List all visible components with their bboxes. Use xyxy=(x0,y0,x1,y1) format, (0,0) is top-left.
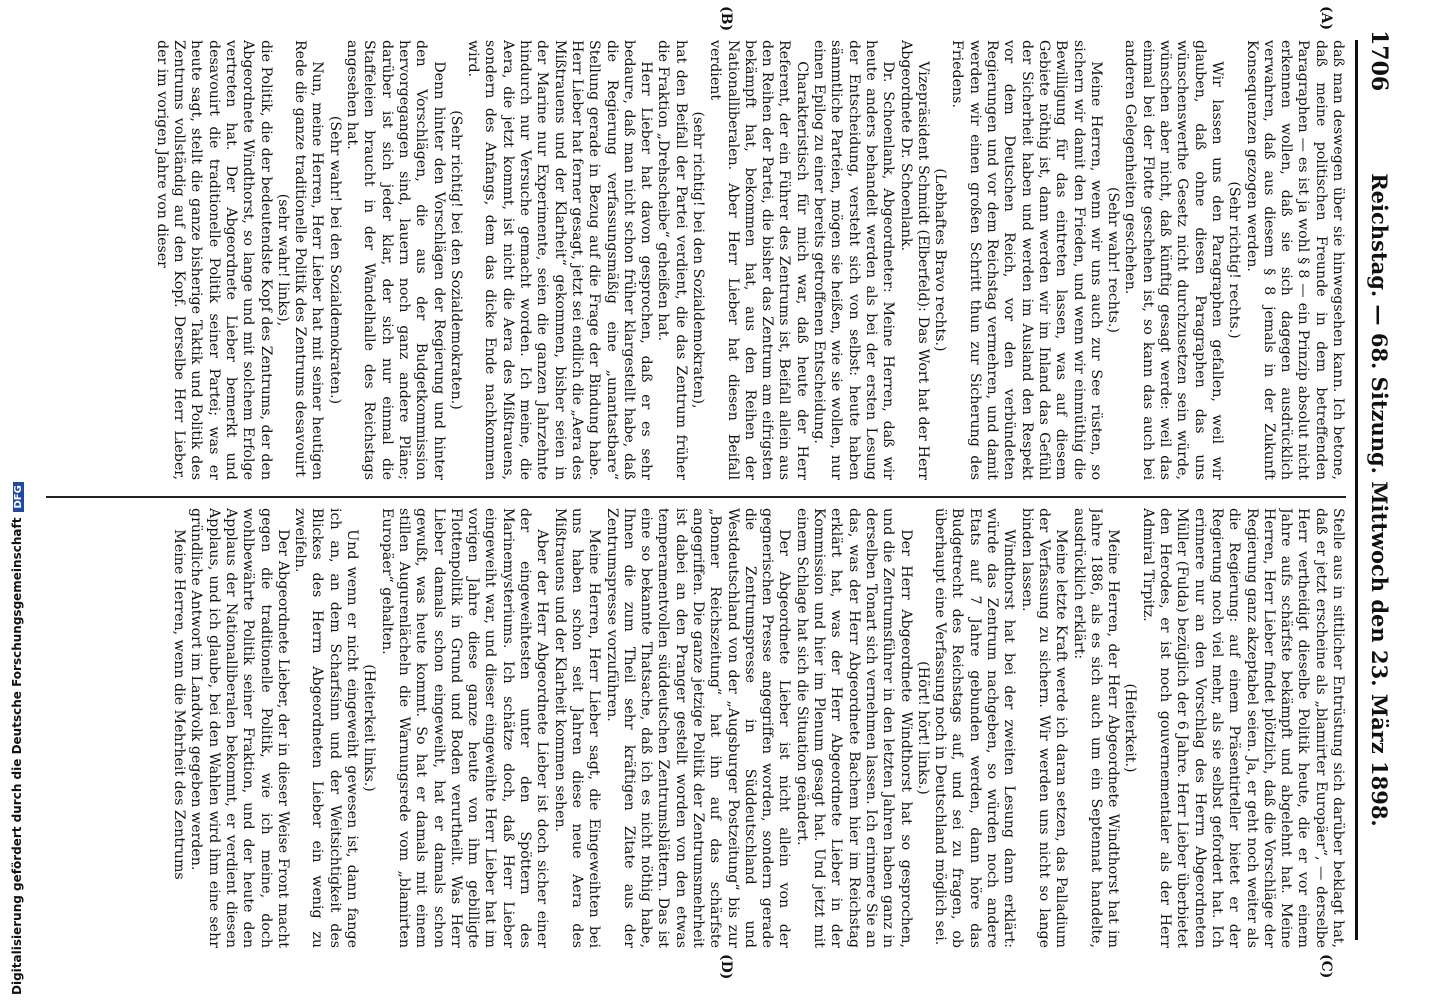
interjection: (sehr richtig! bei den Sozialdemokraten), xyxy=(690,111,707,409)
left-column xyxy=(46,40,1346,480)
paragraph: Nun, meine Herren, Herr Lieber hat mit seiner heutigen Rede die ganze traditionelle Politik des Zentrums desavouirt xyxy=(292,40,326,480)
column-divider xyxy=(46,496,1346,498)
paragraph: Dr. Schoenlank, Abgeordneter: Meine Herren, daß wir heute anders behandelt werden als bei der ersten Lesung der Entscheidung, versteht sich von selbst: heute haben sämmtliche Parteien, mögen sie heißen, wie sie wollen, nur einen Epilog zu einer bereits getroffenen Entscheidung. xyxy=(811,40,897,480)
interjection: (Hört! hört! links.) xyxy=(914,661,931,795)
paragraph: Meine Herren, Herr Lieber sagt, die Eingeweihten bei uns haben schon seit Jahren diese neue Aera des Mißtrauens und der Klarheit kommen sehen. xyxy=(551,508,603,948)
paragraph: Windthorst hat bei der zweiten Lesung dann erklärt: würde das Zentrum nachgeben, so würden noch andere Etats auf 7 Jahre gebunden werden, dann höre das Budgetrecht des Reichstags auf, und sei zu fragen, ob überhaupt eine Verfassung noch in Deutschland möglich sei. xyxy=(932,508,1018,948)
paragraph: Wir lassen uns den Paragraphen gefallen, weil wir glauben, daß ohne diesen Paragraphen das uns wünschenswerthe Gesetz nicht durchzusetzen sein würde, wünschen aber nicht, daß künftig gesagt werde: weil das einmal bei der Flotte geschehen ist, so kann das auch bei anderen Gelegenheiten geschehen. xyxy=(1122,40,1225,480)
paragraph: Meine Herren, wenn wir uns auch zur See rüsten, so sichern wir damit den Frieden, und wenn wir einmüthig die Bewilligung für das eintreten lassen, was auf diesem Gebiete nöthig ist, dann werden wir im Inland das Gefühl der Sicherheit haben und werden im Ausland den Respekt vor dem Deutschen Reich, vor den verbündeten Regierungen und vor dem Reichstag vermehren, und damit werden wir einen großen Schritt thun zur Sicherung des Friedens. xyxy=(949,40,1104,480)
page-number: 1706 xyxy=(1366,30,1392,92)
digitization-text: Digitalisierung gefördert durch die Deutsche Forschungsgemeinschaft xyxy=(10,517,24,995)
interjection: (Sehr richtig! rechts.) xyxy=(1226,181,1243,339)
paragraph: Denn hinter den Vorschlägen der Regierung und hinter den Vorschlägen, die aus der Budgetkommission hervorgegangen sind, lauern noch ganz andere Pläne; darüber ist sich jeder klar, der sich nur einmal die Staffeleien braucht in der Wandelhalle des Reichstags angesehen hat. xyxy=(344,40,447,480)
paragraph: Der Abgeordnete Lieber ist nicht allein von der gegnerischen Presse angegriffen worden, sondern gerade die Zentrumspresse in Süddeutschland und Westdeutschland von der „Augsburger Postzeitung“ bis zur „Bonner Reichszeitung“ hat ihn auf das schärfste angegriffen. Die ganze jetzige Politik der Zentrumsmehrheit ist dabei an den Pranger gestellt worden von den etwas temperamentvollen süddeutschen Zentrumsblättern. Das ist eine so bekannte Thatsache, daß ich es nicht nöthig habe, Ihnen die zum Theil sehr kräftigen Zitate aus der Zentrumspresse vorzuführen. xyxy=(603,508,793,948)
interjection: (Heiterkeit.) xyxy=(1122,683,1139,773)
interjection: (Sehr wahr! bei den Sozialdemokraten.) xyxy=(326,115,343,405)
page-header xyxy=(1362,30,1392,970)
interjection: (Sehr wahr! rechts.) xyxy=(1105,186,1122,334)
running-title: Reichstag. — 68. Sitzung. Mittwoch den 23. März 1898. xyxy=(1367,173,1392,827)
paragraph: Vizepräsident Schmidt (Elberfeld): Das Wort hat der Herr Abgeordnete Dr. Schoenlank. xyxy=(897,40,931,480)
paragraph: die Politik, die der bedeutendste Kopf des Zentrums, der den Abgeordnete Windthorst, so lange und mit solchem Erfolge vertreten hat. Der Abgeordnete Lieber bemerkt und desavouirt die traditionelle Politik seiner Partei; was er heute sagt, stellt die ganze bisherige Taktik und Politik des Zentrums vollständig auf den Kopf. Derselbe Herr Lieber, der im vorigen Jahre von dieser xyxy=(153,40,274,480)
paragraph: Meine letzte Kraft werde ich daran setzen, das Palladium der Verfassung zu sichern. Wir werden uns nicht so lange binden lassen. xyxy=(1018,508,1070,948)
paragraph: Meine Herren, wenn die Mehrheit des Zentrums xyxy=(171,529,188,880)
interjection: (Heiterkeit links.) xyxy=(361,664,378,792)
paragraph: Herr Lieber hat davon gesprochen, daß er es sehr bedaure, daß man nicht schon früher klargestellt habe, daß die Regierung verfassungsmäßig eine „unantastbare“ Stellung gerade in Bezug auf die Frage der Bindung habe. Herr Lieber hat ferner gesagt, jetzt sei endlich die „Aera des Mißtrauens und der Klarheit“ gekommen, bisher seien in der Marine nur Experimente, seien die ganzen Jahrzehnte hindurch nur Versuche gemacht worden. Ich meine, die Aera, die jetzt kommt, ist nicht die Aera des Mißtrauens, sondern des Anfangs, dem das dicke Ende nachkommen wird. xyxy=(465,40,655,480)
interjection: (Sehr richtig! bei den Sozialdemokraten.) xyxy=(447,110,464,410)
paragraph: Der Herr Abgeordnete Windthorst hat so gesprochen, und die Zentrumsführer in den letzten Jahren haben ganz in derselben Tonart sich vernehmen lassen. Ich erinnere Sie an das, was der Herr Abgeordnete Bachem hier im Reichstag erklärt hat, was der Herr Abgeordnete Lieber in der Kommission und hier im Plenum gesagt hat. Und jetzt mit einem Schlage hat sich die Situation geändert. xyxy=(793,508,914,948)
paragraph: hat den Beifall der Partei verdient, die das Zentrum früher die Fraktion „Drehscheibe“ geheißen hat. xyxy=(655,40,689,480)
paragraph: daß man deswegen über sie hinwegsehen kann. Ich betone, daß meine politischen Freunde in dem betreffenden Paragraphen — es ist ja wohl § 8 — ein Prinzip absolut nicht erkennen wollen, daß sie sich dagegen ausdrücklich verwahren, daß aus diesem § 8 jemals in der Zukunft Konsequenzen gezogen werden. xyxy=(1243,40,1346,480)
dfg-logo: DFG xyxy=(13,482,24,511)
margin-marker-b: (B) xyxy=(718,6,734,32)
paragraph: Der Abgeordnete Lieber, der in dieser Weise Front macht gegen die traditionelle Politik, wie ich meine, doch wohlbewährte Politik seiner Fraktion, und der heute den Applaus der Nationalliberalen bekommt, er verdient diesen Applaus, und ich glaube, bei den Wahlen wird ihm eine sehr gründliche Antwort im Landvolk gegeben werden. xyxy=(188,508,291,948)
margin-marker-a: (A) xyxy=(1318,6,1334,31)
interjection: (Lebhaftes Bravo rechts.) xyxy=(932,168,949,352)
paragraph: Charakteristisch für mich war, daß heute der Herr Referent, der ein Führer des Zentrums ist, Beifall allein aus den Reihen der Partei, die bisher das Zentrum am eifrigsten bekämpft hat, bekommen hat, aus den Reihen der Nationalliberalen. Aber Herr Lieber hat diesen Beifall verdient xyxy=(707,40,810,480)
paragraph: Aber der Herr Abgeordnete Lieber ist doch sicher einer der eingeweihtesten unter den Spöttern des Marinemysteriums. Ich schätze doch, daß Herr Lieber eingeweiht war, und dieser eingeweihte Herr Lieber hat im vorigen Jahre diese ganze heute von ihm gebilligte Flottenpolitik in Grund und Boden verurtheilt. Was Herr Lieber damals schon eingeweiht, hat er damals schon gewußt, was heute kommt. So hat er damals mit einem stillen Augurenlächeln die Warnungsrede vom „blamirten Europäer“ gehalten. xyxy=(378,508,551,948)
right-column xyxy=(46,508,1346,948)
margin-marker-d: (D) xyxy=(718,954,734,980)
paragraph: Und wenn er nicht eingeweiht gewesen ist, dann fange ich an, an dem Scharfsinn und der Weitsichtigkeit des Blickes des Herrn Abgeordneten Lieber ein wenig zu zweifeln. xyxy=(292,508,361,948)
interjection: (sehr wahr! links), xyxy=(274,193,291,327)
header-rule xyxy=(1355,40,1358,940)
margin-marker-c: (C) xyxy=(1318,954,1334,979)
paragraph: Meine Herren, der Herr Abgeordnete Windthorst hat im Jahre 1886, als es sich auch um ein Septennat handelte, ausdrücklich erklärt: xyxy=(1070,508,1122,948)
paragraph: Stelle aus in sittlicher Entrüstung sich darüber beklagt hat, daß er jetzt erscheine als „blamirter Europäer“, — derselbe Herr vertheidigt dieselbe Politik heute, die er vor einem Jahre aufs schärfste bekämpft und abgelehnt hat. Meine Herren, Herr Lieber findet plötzlich, daß die Vorschläge der Regierung ganz akzeptabel seien. Ja, er geht noch weiter als die Regierung: auf einem Präsentirteller bietet er der Regierung noch viel mehr, als sie selbst gefordert hat. Ich erinnere nur an den Vorschlag des Herrn Abgeordneten Müller (Fulda) bezüglich der 6 Jahre. Herr Lieber überbietet den Herodes, er ist noch gouvernementaler als der Herr Admiral Tirpitz. xyxy=(1139,508,1346,948)
